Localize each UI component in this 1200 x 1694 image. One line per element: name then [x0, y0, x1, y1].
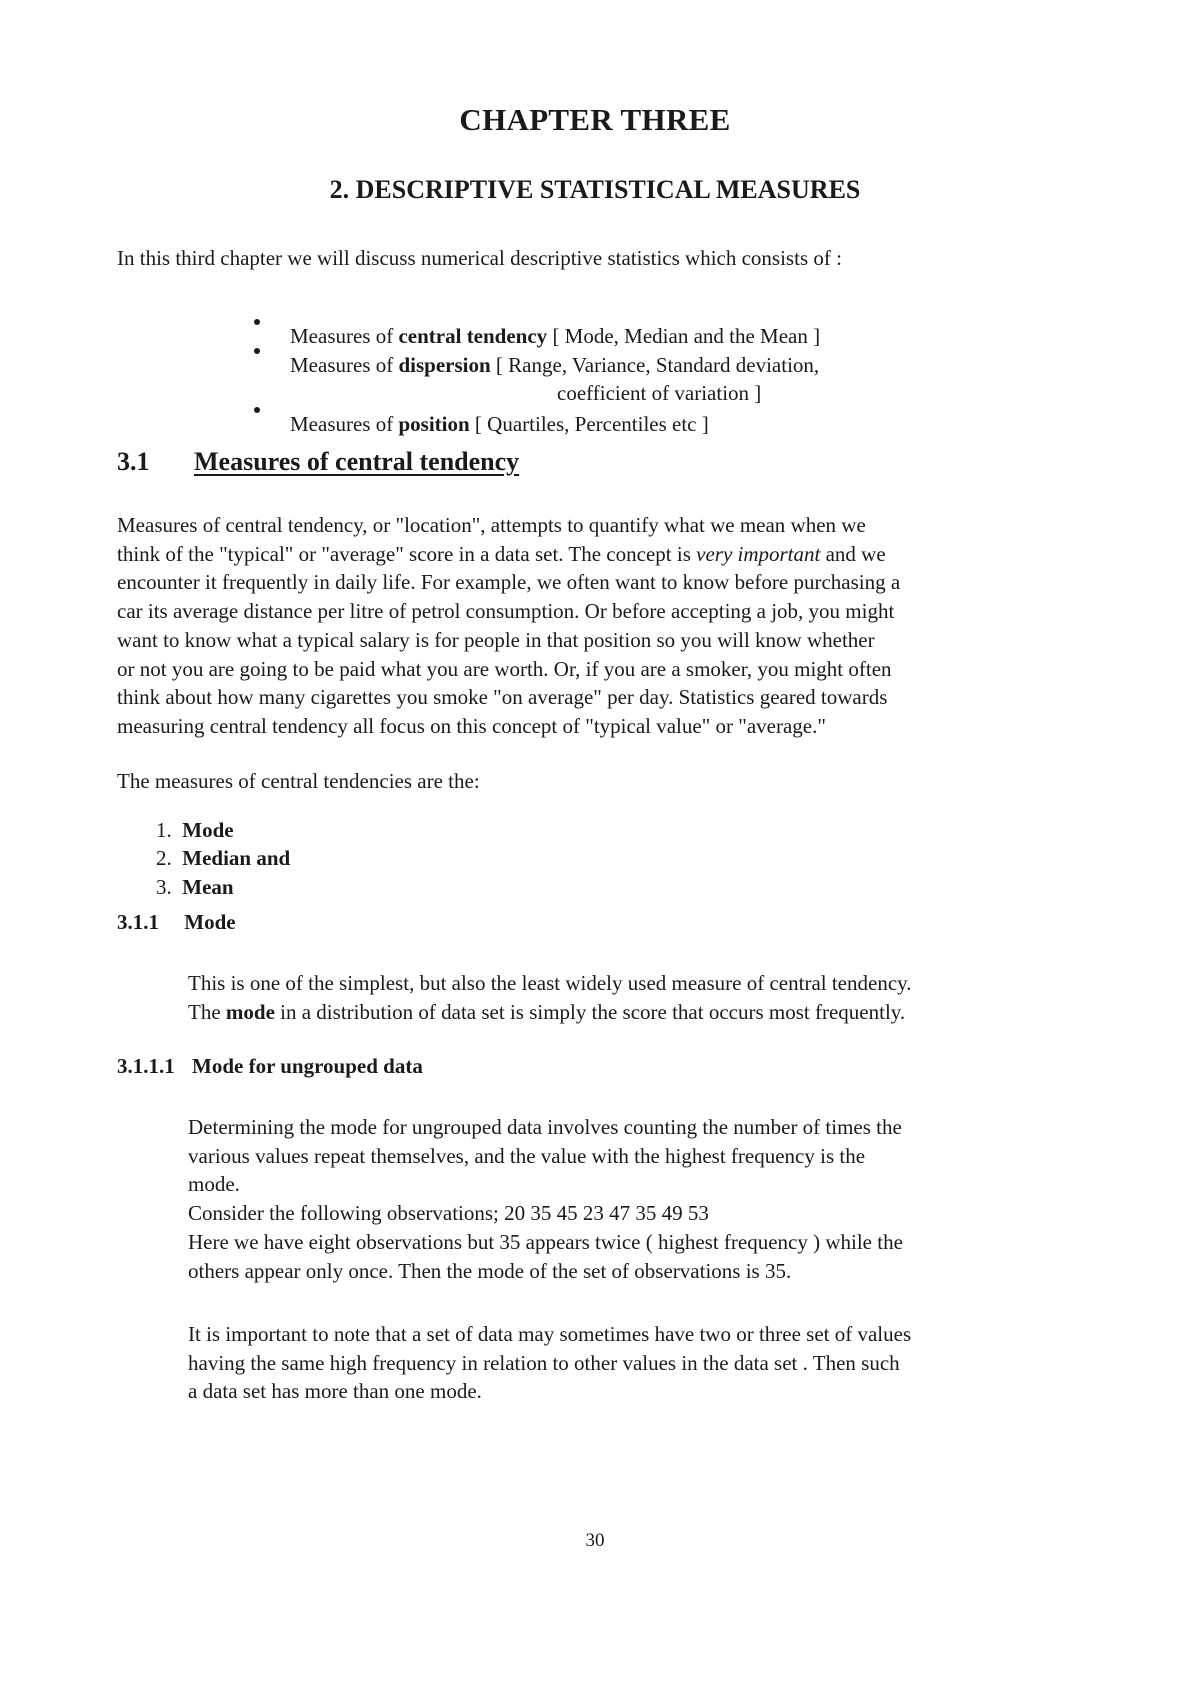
list-item: 3. Mean	[156, 875, 234, 899]
paragraph-line: think of the "typical" or "average" score in a data set. The concept is very important and we	[117, 541, 886, 566]
multiple-mode-note	[188, 1320, 911, 1406]
paragraph-line: car its average distance per litre of petrol consumption. Or before accepting a job, you might	[117, 599, 895, 624]
paragraph-line: Consider the following observations; 20 35 45 23 47 35 49 53	[188, 1201, 709, 1226]
paragraph-line: think about how many cigarettes you smoke "on average" per day. Statistics geared towards	[117, 685, 888, 710]
central-tendency-paragraph	[117, 511, 900, 741]
chapter-title: CHAPTER THREE	[459, 102, 731, 137]
paragraph-line: various values repeat themselves, and the value with the highest frequency is the	[188, 1143, 866, 1168]
paragraph-line: Here we have eight observations but 35 appears twice ( highest frequency ) while the	[188, 1229, 903, 1254]
heading-number: 3.1	[117, 447, 150, 476]
bullet-icon	[254, 319, 260, 325]
heading-3-1-1	[117, 910, 236, 935]
paragraph-line: a data set has more than one mode.	[188, 1379, 482, 1404]
heading-number: 3.1.1.1	[117, 1054, 175, 1078]
paragraph-line: encounter it frequently in daily life. For example, we often want to know before purchasing a	[117, 570, 901, 595]
ungrouped-paragraph	[188, 1113, 903, 1285]
bullet-item: Measures of position [ Quartiles, Percentiles etc ]	[290, 412, 709, 436]
paragraph-line: having the same high frequency in relation to other values in the data set . Then such	[188, 1350, 900, 1375]
list-item: 1. Mode	[156, 818, 234, 842]
bullet-item: Measures of dispersion [ Range, Variance, Standard deviation,	[290, 353, 820, 377]
paragraph-line: mode.	[188, 1172, 240, 1197]
heading-text: Mode for ungrouped data	[192, 1054, 423, 1078]
paragraph-line: This is one of the simplest, but also the least widely used measure of central tendency.	[188, 971, 912, 995]
heading-3-1-1-1	[117, 1054, 423, 1079]
heading-number: 3.1.1	[117, 910, 159, 934]
intro-text: In this third chapter we will discuss numerical descriptive statistics which consists of :	[117, 246, 842, 270]
bullet-icon	[254, 407, 260, 413]
paragraph-line: It is important to note that a set of data may sometimes have two or three set of values	[188, 1322, 912, 1346]
bullet-item: Measures of central tendency [ Mode, Median and the Mean ]	[290, 324, 821, 348]
paragraph-line: others appear only once. Then the mode of the set of observations is 35.	[188, 1258, 792, 1283]
heading-text: Measures of central tendency	[194, 447, 520, 476]
mode-paragraph	[188, 969, 912, 1026]
paragraph-line: Determining the mode for ungrouped data involves counting the number of times the	[188, 1115, 902, 1139]
paragraph-line: The mode in a distribution of data set is simply the score that occurs most frequently.	[188, 999, 906, 1024]
paragraph-line: want to know what a typical salary is for people in that position so you will know whether	[117, 627, 875, 652]
bullet-item-continuation: coefficient of variation ]	[557, 381, 762, 405]
paragraph-line: or not you are going to be paid what you are worth. Or, if you are a smoker, you might often	[117, 656, 892, 681]
heading-3-1	[117, 447, 519, 477]
heading-text: Mode	[184, 910, 236, 934]
section-title: 2. DESCRIPTIVE STATISTICAL MEASURES	[329, 175, 861, 204]
list-item: 2. Median and	[156, 846, 291, 870]
paragraph-line: Measures of central tendency, or "location", attempts to quantify what we mean when we	[117, 513, 866, 537]
page-number: 30	[585, 1530, 605, 1551]
paragraph-line: measuring central tendency all focus on this concept of "typical value" or "average."	[117, 713, 826, 738]
measures-intro-text: The measures of central tendencies are the:	[117, 769, 480, 793]
bullet-icon	[254, 348, 260, 354]
